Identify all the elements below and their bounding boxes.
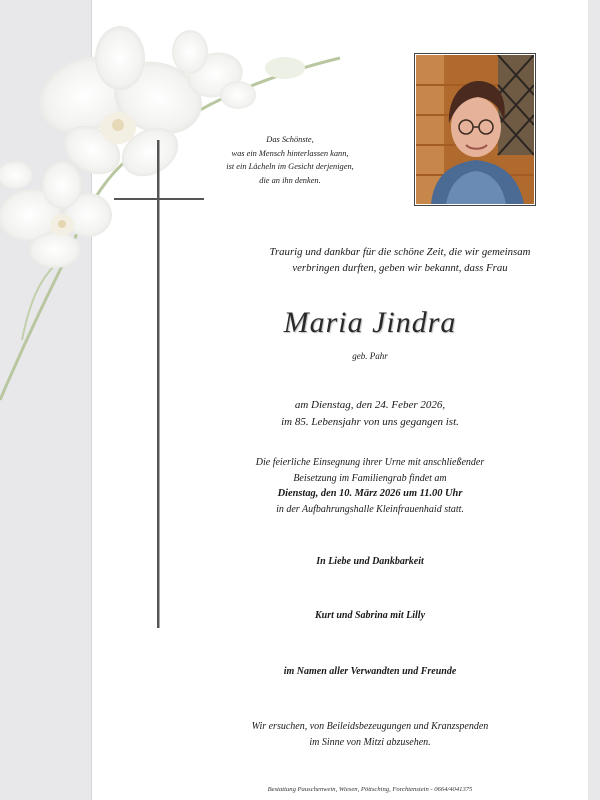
portrait-photo — [414, 53, 536, 206]
ceremony-location: in der Aufbahrungshalle Kleinfrauenhaid statt. — [276, 503, 464, 515]
ceremony-details — [200, 455, 540, 517]
request-line: Wir ersuchen, von Beileidsbezeugungen und Kranzspenden — [251, 721, 489, 732]
quote-line: die an ihn denken. — [259, 175, 321, 185]
memorial-quote — [200, 133, 380, 187]
request-line: im Sinne von Mitzi abzusehen. — [309, 736, 431, 748]
closing-family: Kurt und Sabrina mit Lilly — [314, 610, 426, 621]
quote-line: was ein Mensch hinterlassen kann, — [231, 148, 349, 158]
death-notice — [220, 397, 520, 431]
intro-line: Traurig und dankbar für die schöne Zeit, die wir gemeinsam — [269, 246, 531, 258]
ceremony-date: Dienstag, den 10. März 2026 um 11.00 Uhr — [277, 488, 463, 500]
ceremony-line: Beisetzung im Familiengrab findet am — [293, 472, 447, 484]
condolence-request — [210, 719, 530, 750]
closing-relatives: im Namen aller Verwandten und Freunde — [283, 666, 457, 677]
death-line: im 85. Lebensjahr von uns gegangen ist. — [281, 416, 459, 428]
portrait-image — [416, 55, 534, 204]
quote-line: Das Schönste, — [266, 135, 314, 144]
quote-line: ist ein Lächeln im Gesicht derjenigen, — [226, 162, 354, 171]
closing-love: In Liebe und Dankbarkeit — [316, 556, 424, 567]
death-line: am Dienstag, den 24. Feber 2026, — [294, 399, 446, 411]
deceased-name: Maria Jindra — [283, 306, 457, 339]
announcement-intro — [205, 244, 595, 276]
funeral-home-footer: Bestattung Pauschenwein, Wiesen, Pöttsching, Forchtenstein - 0664/4041375 — [267, 786, 473, 793]
intro-line: verbringen durften, geben wir bekannt, dass Frau — [292, 262, 508, 274]
ceremony-line: Die feierliche Einsegnung ihrer Urne mit anschließender — [255, 457, 485, 468]
birth-name: geb. Pahr — [352, 351, 388, 361]
